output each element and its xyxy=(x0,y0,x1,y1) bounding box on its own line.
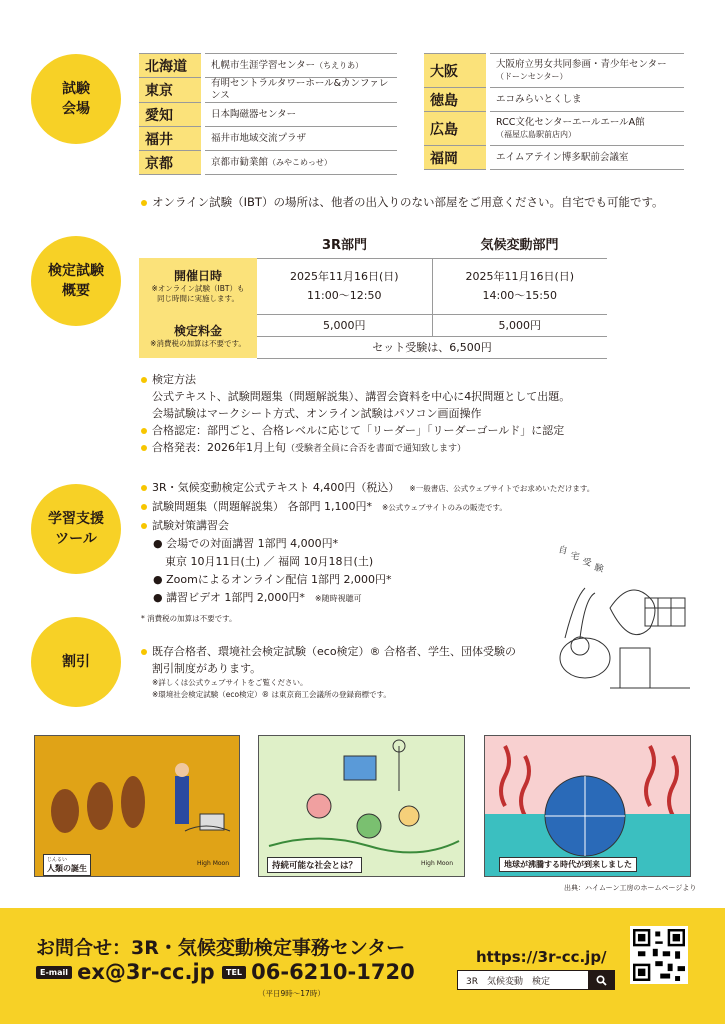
date-cell-climate xyxy=(432,258,607,314)
venue-name-cell xyxy=(203,78,397,103)
venue-prefecture: 京都 xyxy=(139,151,203,175)
venue-row xyxy=(139,151,397,175)
fee-climate: 5,000円 xyxy=(432,314,607,336)
venue-note: （みやこめっせ） xyxy=(268,157,332,167)
fee-label: 検定料金 xyxy=(173,323,222,338)
venue-row xyxy=(424,54,684,88)
discount-heading: 割引 xyxy=(31,617,121,707)
venue-table-right xyxy=(424,53,684,170)
signature-1: High Moon xyxy=(197,860,230,867)
bullet-icon xyxy=(141,649,147,655)
bullet-icon xyxy=(141,200,147,206)
time-3r: 11:00〜12:50 xyxy=(307,289,382,302)
fee-label-cell xyxy=(139,314,257,358)
venue-name: 日本陶磁器センター xyxy=(211,108,297,120)
venue-name: 札幌市生涯学習センター xyxy=(211,59,316,71)
tel-badge: TEL xyxy=(222,966,246,979)
venue-row xyxy=(139,103,397,127)
venue-name: 京都市勧業館 xyxy=(211,156,269,168)
venue-prefecture: 福岡 xyxy=(424,146,488,170)
venue-row xyxy=(139,54,397,78)
earth-drawing xyxy=(485,736,691,877)
qr-code-icon xyxy=(630,926,688,984)
contact-title: お問合せ：3R・気候変動検定事務センター xyxy=(36,937,406,959)
image-credit: 出典：ハイムーン工房のホームページより xyxy=(564,884,697,892)
overview-heading: 検定試験 概要 xyxy=(31,236,121,326)
fee-3r: 5,000円 xyxy=(257,314,432,336)
search-icon[interactable] xyxy=(588,970,614,990)
venue-name: エコみらいとくしま xyxy=(496,93,582,105)
website-url[interactable]: https://3r-cc.jp/ xyxy=(476,948,607,966)
set-fee: セット受験は、6,500円 xyxy=(257,336,607,358)
search-box[interactable] xyxy=(457,970,615,990)
venue-name: 福井市地域交流プラザ xyxy=(211,132,307,144)
venue-prefecture: 徳島 xyxy=(424,88,488,112)
venue-note: （ドーンセンター） xyxy=(496,71,568,81)
caption-boiling: 地球が沸騰する時代が到来しました xyxy=(499,857,637,872)
svg-text:験: 験 xyxy=(593,563,605,575)
venue-prefecture: 広島 xyxy=(424,112,488,146)
bullet-icon xyxy=(141,377,147,383)
col-3r: 3R部門 xyxy=(321,238,368,254)
date-note: ※オンライン試験（IBT）も 同じ時間に実施します。 xyxy=(151,283,245,303)
venue-row xyxy=(424,112,684,146)
bullet-icon xyxy=(141,523,147,529)
venue-name: RCC文化センターエールエールA館 xyxy=(496,116,645,128)
venue-prefecture: 大阪 xyxy=(424,54,488,88)
illustration-human-evolution: じんるい 人類の誕生 High Moon xyxy=(34,735,240,877)
bullet-icon xyxy=(141,504,147,510)
method-block: 検定方法 公式テキスト、試験問題集（問題解説集）、講習会資料を中心に4択問題として出題。 会場試験はマークシート方式、オンライン試験はパソコン画面操作 合格認定：部門ごと、合格レベルに応じて「リーダー」「リーダーゴールド」に認定 合格発表：2026年1月上旬（受験者全員に合否を書面で通知致します） xyxy=(141,371,570,458)
venue-name: エイムアテイン博多駅前会議室 xyxy=(496,151,629,163)
svg-text:宅: 宅 xyxy=(569,551,581,563)
venue-prefecture: 福井 xyxy=(139,127,203,151)
rabbit-cartoon xyxy=(550,538,700,703)
venue-name-cell xyxy=(488,88,684,112)
svg-text:受: 受 xyxy=(581,557,593,569)
venue-note: （福屋広島駅前店内） xyxy=(496,129,576,139)
search-box-text: 3R 気候変動 検定 xyxy=(466,976,550,987)
tools-heading: 学習支援 ツール xyxy=(31,484,121,574)
online-note: オンライン試験（IBT）の場所は、他者の出入りのない部屋をご用意ください。自宅でも可能です。 xyxy=(141,194,664,211)
date-label-cell xyxy=(139,258,257,314)
venue-row xyxy=(139,127,397,151)
venue-name-cell xyxy=(203,54,397,78)
venue-name-cell xyxy=(203,103,397,127)
date-label: 開催日時 xyxy=(173,268,222,283)
venue-name-cell xyxy=(203,127,397,151)
venue-name-cell xyxy=(203,151,397,175)
caption-sustainable: 持続可能な社会とは？ xyxy=(267,857,362,873)
venue-name: 有明セントラルタワーホール&カンファレンス xyxy=(211,78,389,101)
signature-2: High Moon xyxy=(421,860,454,867)
society-drawing xyxy=(259,736,465,877)
venue-row xyxy=(424,146,684,170)
venue-prefecture: 東京 xyxy=(139,78,203,103)
email-badge: E-mail xyxy=(36,966,72,979)
venue-prefecture: 愛知 xyxy=(139,103,203,127)
tel-link[interactable]: 06-6210-1720 xyxy=(251,960,415,984)
bullet-icon xyxy=(141,428,147,434)
venue-row xyxy=(139,78,397,103)
venue-name-cell xyxy=(488,146,684,170)
tools-block: 3R・気候変動検定公式テキスト 4,400円（税込） ※一般書店、公式ウェブサイトでお求めいただけます。 試験問題集（問題解説集） 各部門 1,100円* ※公式ウェブサイトのみの販売です。 試験対策講習会 ● 会場での対面講習 1部門 4,000円* 東京 10月11日(土) ／ 福岡 10月18日(土) ● Zoomによるオンライン配信 1部門 2,000円* ● 講習ビデオ 1部門 2,000円* ※随時視聴可 * 消費税の加算は不要です。 xyxy=(141,481,595,623)
venues-heading: 試験 会場 xyxy=(31,54,121,144)
discount-block: 既存合格者、環境社会検定試験（eco検定）® 合格者、学生、団体受験の 割引制度があります。 ※詳しくは公式ウェブサイトをご覧ください。 ※環境社会検定試験（eco検定）® は東京商工会議所の登録商標です。 xyxy=(141,643,516,701)
date-climate: 2025年11月16日(日) xyxy=(465,270,575,283)
venue-note: （ちえりあ） xyxy=(315,60,364,70)
time-climate: 14:00〜15:50 xyxy=(482,289,557,302)
email-link[interactable]: ex@3r-cc.jp xyxy=(77,960,215,984)
illustration-boiling-earth xyxy=(484,735,691,877)
venue-name: 大阪府立男女共同参画・青少年センター xyxy=(496,58,667,70)
col-climate: 気候変動部門 xyxy=(480,238,559,254)
contact-hours: （平日9時〜17時） xyxy=(258,989,325,998)
contact-footer xyxy=(0,908,725,1024)
svg-text:自: 自 xyxy=(557,545,569,557)
venue-prefecture: 北海道 xyxy=(139,54,203,78)
caption-human-birth: 人類の誕生 xyxy=(47,864,87,873)
venue-table-left xyxy=(139,53,397,175)
venue-name-cell xyxy=(488,112,684,146)
overview-table xyxy=(139,230,607,359)
illustration-sustainable-society xyxy=(258,735,465,877)
bullet-icon xyxy=(141,445,147,451)
date-cell-3r xyxy=(257,258,432,314)
venue-row xyxy=(424,88,684,112)
fee-note: ※消費税の加算は不要です。 xyxy=(150,338,246,348)
venue-name-cell xyxy=(488,54,684,88)
bullet-icon xyxy=(141,485,147,491)
date-3r: 2025年11月16日(日) xyxy=(289,270,399,283)
